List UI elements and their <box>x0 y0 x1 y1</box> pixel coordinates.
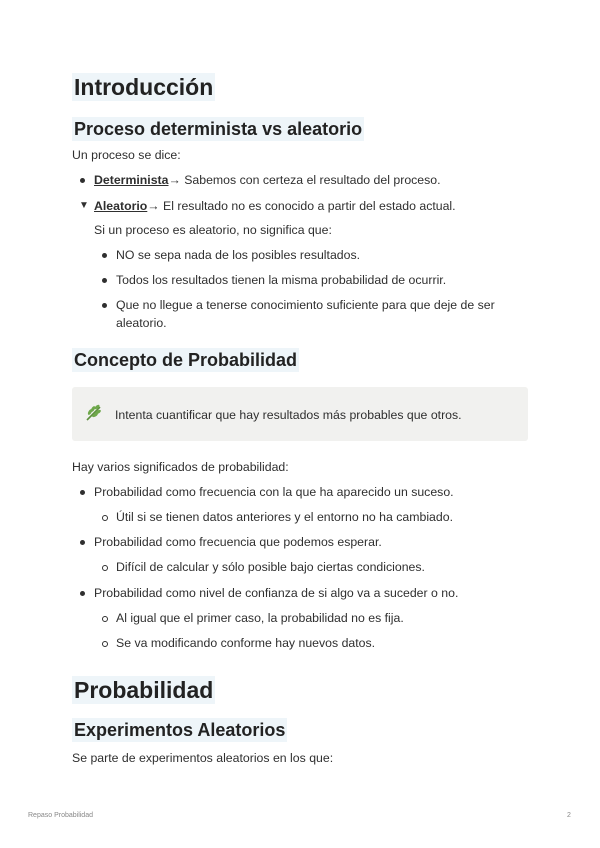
heading-probabilidad: Probabilidad <box>74 677 214 703</box>
bullet-dot <box>80 540 85 545</box>
heading-experimentos: Experimentos Aleatorios <box>74 720 286 740</box>
bullet-circle <box>102 515 108 521</box>
paragraph-experimentos-intro: Se parte de experimentos aleatorios en los que: <box>72 751 334 765</box>
list-item: NO se sepa nada de los posibles resultados. <box>116 248 361 262</box>
determinista-text: Sabemos con certeza el resultado del proceso. <box>180 173 441 187</box>
arrow-icon: → <box>147 199 160 213</box>
list-item: Que no llegue a tenerse conocimiento suficiente para que deje de ser <box>116 298 495 312</box>
list-item: Todos los resultados tienen la misma probabilidad de ocurrir. <box>116 273 447 287</box>
bullet-dot <box>102 303 107 308</box>
footer-title: Repaso Probabilidad <box>28 812 93 819</box>
list-item-nested: Difícil de calcular y sólo posible bajo ciertas condiciones. <box>116 560 425 574</box>
toggle-aleatorio <box>94 198 456 214</box>
aleatorio-subtext: Si un proceso es aleatorio, no significa que: <box>94 223 332 237</box>
bullet-dot <box>80 591 85 596</box>
aleatorio-text: El resultado no es conocido a partir del estado actual. <box>159 199 456 213</box>
bullet-circle <box>102 565 108 571</box>
paragraph-meanings-intro: Hay varios significados de probabilidad: <box>72 460 289 474</box>
list-item-continuation: aleatorio. <box>116 316 167 330</box>
heading-introduccion: Introducción <box>74 74 214 100</box>
bullet-dot <box>102 253 107 258</box>
paragraph-proceso-intro: Un proceso se dice: <box>72 148 181 162</box>
list-item-nested: Se va modificando conforme hay nuevos datos. <box>116 636 376 650</box>
list-item-nested: Útil si se tienen datos anteriores y el entorno no ha cambiado. <box>116 510 453 524</box>
page-number: 2 <box>567 812 571 819</box>
determinista-label: Determinista <box>94 173 169 187</box>
callout-text: Intenta cuantificar que hay resultados más probables que otros. <box>115 408 462 422</box>
list-item-determinista <box>94 172 441 188</box>
herb-icon <box>84 403 104 423</box>
bullet-circle <box>102 641 108 647</box>
toggle-triangle-icon[interactable]: ▼ <box>79 200 89 211</box>
bullet-circle <box>102 616 108 622</box>
list-item-nested: Al igual que el primer caso, la probabilidad no es fija. <box>116 611 404 625</box>
list-item: Probabilidad como nivel de confianza de si algo va a suceder o no. <box>94 586 459 600</box>
bullet-dot <box>102 278 107 283</box>
list-item: Probabilidad como frecuencia con la que ha aparecido un suceso. <box>94 485 454 499</box>
aleatorio-label: Aleatorio <box>94 199 148 213</box>
bullet-dot <box>80 178 85 183</box>
list-item: Probabilidad como frecuencia que podemos esperar. <box>94 535 382 549</box>
bullet-dot <box>80 490 85 495</box>
heading-concepto: Concepto de Probabilidad <box>74 350 298 370</box>
arrow-icon: → <box>168 173 181 187</box>
heading-proceso: Proceso determinista vs aleatorio <box>74 119 363 139</box>
